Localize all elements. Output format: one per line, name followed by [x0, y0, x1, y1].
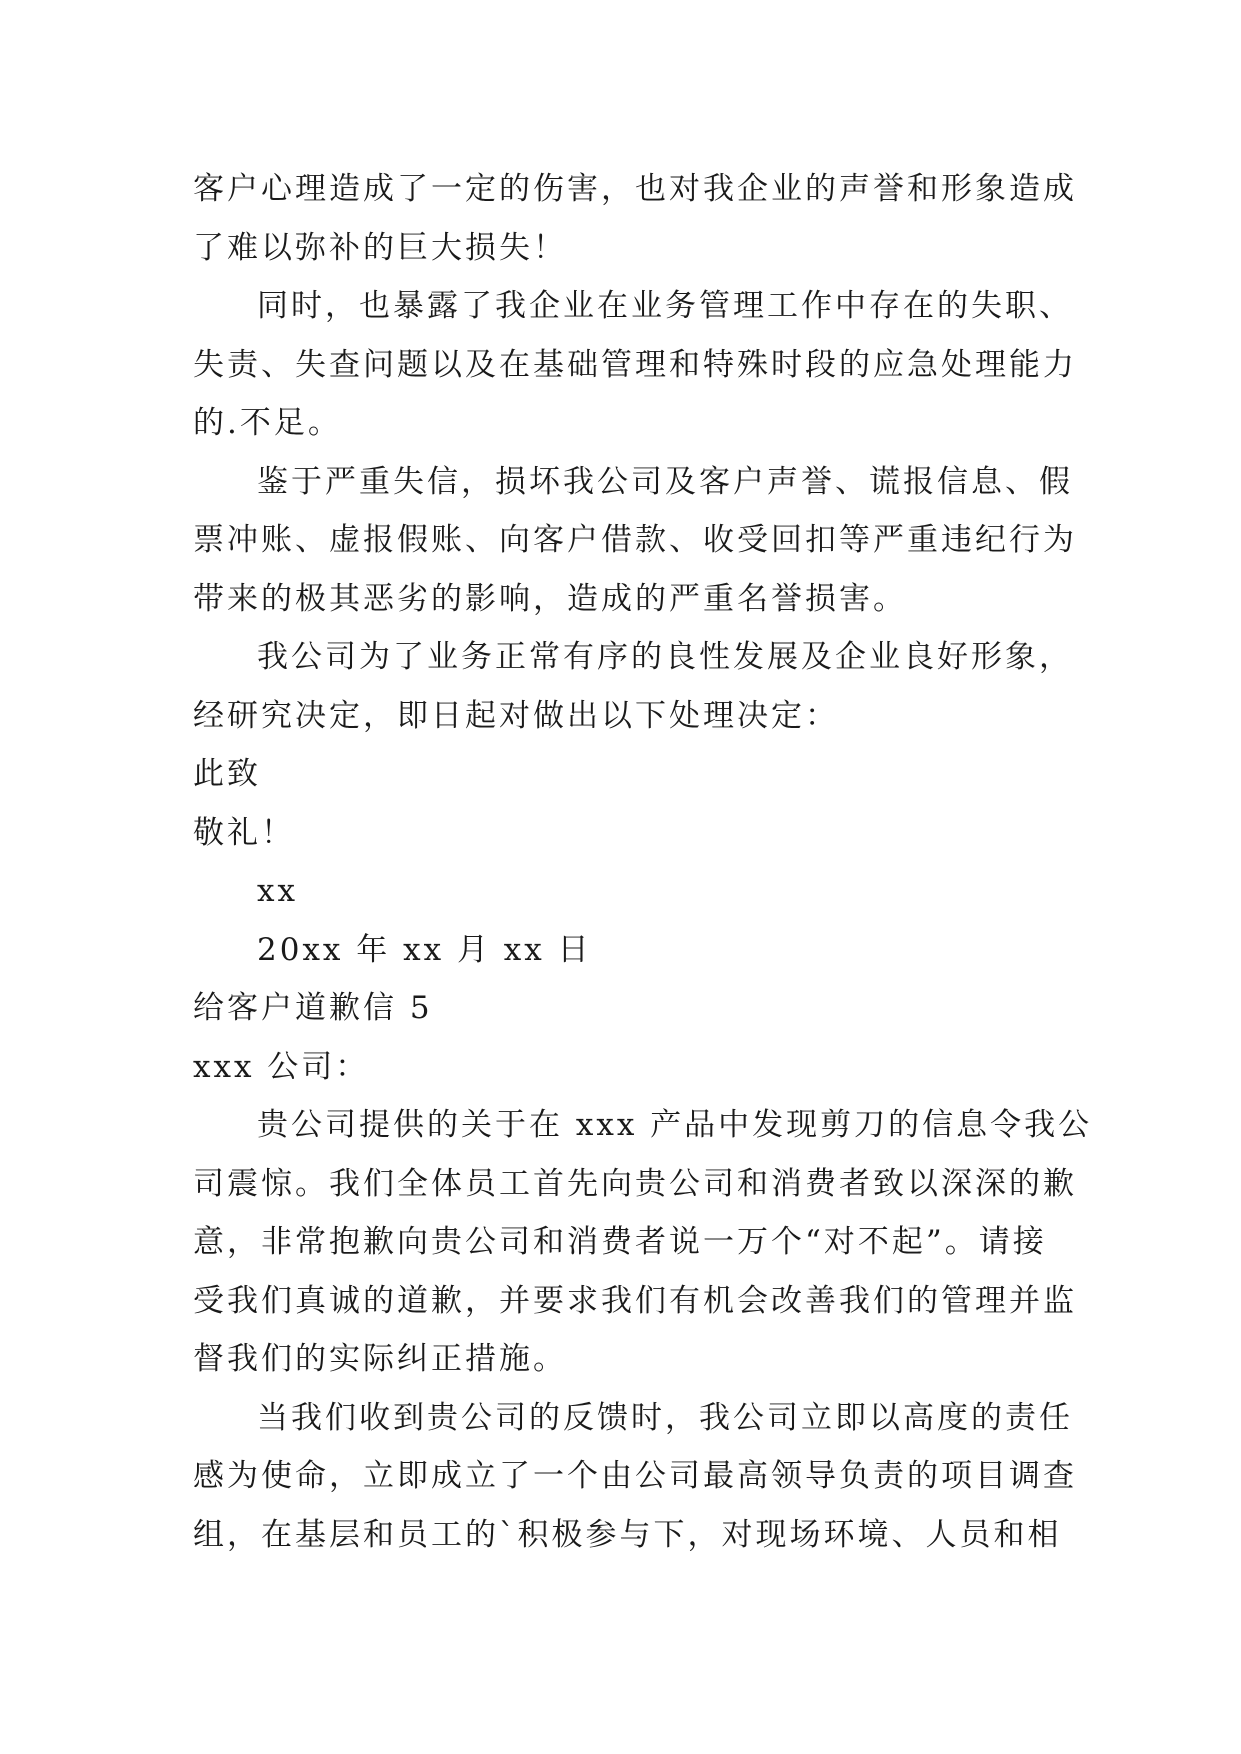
closing-line: 此致: [193, 756, 261, 792]
text-line: 督我们的实际纠正措施。: [193, 1341, 567, 1377]
text-line: 经研究决定，即日起对做出以下处理决定：: [193, 697, 839, 734]
text-line: 同时，也暴露了我企业在业务管理工作中存在的失职、: [257, 288, 1073, 324]
text-line: 贵公司提供的关于在 xxx 产品中发现剪刀的信息令我公: [257, 1107, 1093, 1143]
text-line: 带来的极其恶劣的影响，造成的严重名誉损害。: [193, 580, 907, 617]
salutation: xxx 公司：: [193, 1048, 370, 1085]
text-line: 受我们真诚的道歉，并要求我们有机会改善我们的管理并监: [193, 1282, 1077, 1319]
text-line: 的.不足。: [193, 405, 342, 441]
text-line: 当我们收到贵公司的反馈时，我公司立即以高度的责任: [257, 1399, 1073, 1436]
section-heading: 给客户道歉信 5: [193, 990, 433, 1026]
text-line: 意，非常抱歉向贵公司和消费者说一万个“对不起”。请接: [193, 1224, 1047, 1260]
closing-line: 敬礼！: [193, 814, 295, 851]
text-line: 鉴于严重失信，损坏我公司及客户声誉、谎报信息、假: [257, 463, 1073, 500]
document-body: [193, 160, 1093, 1564]
signature-date: 20xx 年 xx 月 xx 日: [257, 931, 592, 968]
text-line: 票冲账、虚报假账、向客户借款、收受回扣等严重违纪行为: [193, 522, 1077, 558]
text-line: 客户心理造成了一定的伤害，也对我企业的声誉和形象造成: [193, 171, 1077, 207]
text-line: 组，在基层和员工的`积极参与下，对现场环境、人员和相: [193, 1516, 1062, 1553]
text-line: 司震惊。我们全体员工首先向贵公司和消费者致以深深的歉: [193, 1165, 1077, 1202]
text-line: 我公司为了业务正常有序的良性发展及企业良好形象，: [257, 639, 1073, 675]
text-line: 了难以弥补的巨大损失！: [193, 229, 567, 266]
signature-name: xx: [257, 873, 298, 909]
text-line: 感为使命，立即成立了一个由公司最高领导负责的项目调查: [193, 1458, 1077, 1494]
text-line: 失责、失查问题以及在基础管理和特殊时段的应急处理能力: [193, 346, 1077, 383]
